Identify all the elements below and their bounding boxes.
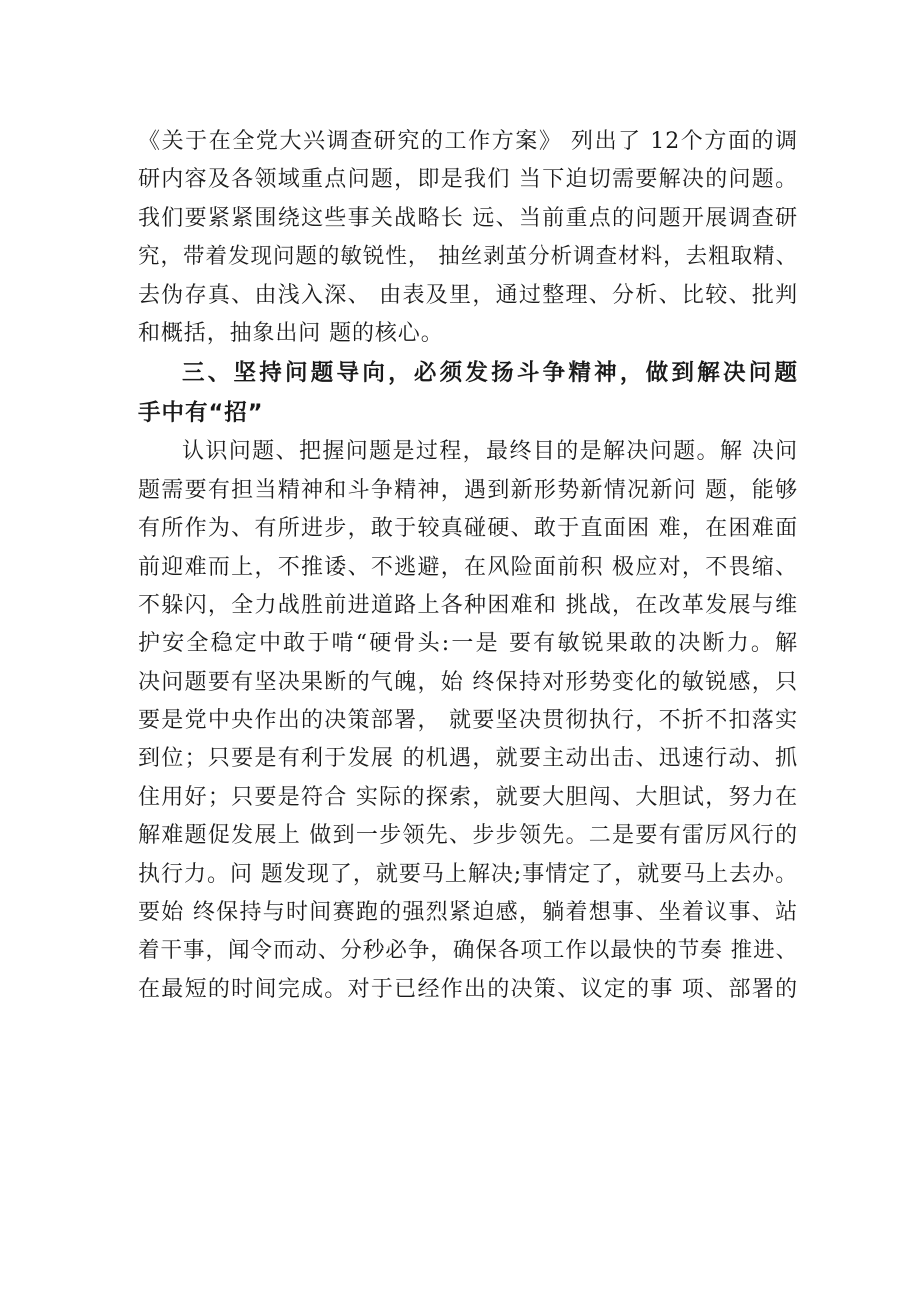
body-line: 究，带着发现问题的敏锐性， 抽丝剥茧分析调查材料，去粗取精、 xyxy=(138,244,798,270)
body-line: 要是党中央作出的决策部署， 就要坚决贯彻执行，不折不扣落实 xyxy=(138,708,798,734)
body-line: 在最短的时间完成。对于已经作出的决策、议定的事 项、部署的 xyxy=(138,976,798,1002)
document-body xyxy=(138,123,798,1009)
body-line: 执行力。问 题发现了，就要马上解决;事情定了，就要马上去办。 xyxy=(138,861,798,887)
body-line: 我们要紧紧围绕这些事关战略长 远、当前重点的问题开展调查研 xyxy=(138,205,798,231)
body-line: 决问题要有坚决果断的气魄，始 终保持对形势变化的敏锐感，只 xyxy=(138,669,798,695)
body-line: 到位；只要是有利于发展 的机遇，就要主动出击、迅速行动、抓 xyxy=(138,746,798,772)
body-line: 和概括，抽象出问 题的核心。 xyxy=(138,320,444,346)
body-line: 题需要有担当精神和斗争精神，遇到新形势新情况新问 题，能够 xyxy=(138,477,798,503)
body-line: 不躲闪，全力战胜前进道路上各种困难和 挑战，在改革发展与维 xyxy=(138,592,798,618)
body-line: 研内容及各领域重点问题，即是我们 当下迫切需要解决的问题。 xyxy=(138,167,798,193)
body-line: 要始 终保持与时间赛跑的强烈紧迫感，躺着想事、坐着议事、站 xyxy=(138,900,798,926)
body-line: 着干事，闻令而动、分秒必争，确保各项工作以最快的节奏 推进、 xyxy=(138,938,798,964)
body-line: 《关于在全党大兴调查研究的工作方案》 列出了 12个方面的调 xyxy=(138,129,798,154)
section-heading: 手中有“招” xyxy=(138,400,264,427)
body-line: 护安全稳定中敢于啃“硬骨头:一是 要有敏锐果敢的决断力。解 xyxy=(138,631,798,657)
body-line: 认识问题、把握问题是过程，最终目的是解决问题。解 决问 xyxy=(182,439,798,465)
body-line: 住用好；只要是符合 实际的探索，就要大胆闯、大胆试，努力在 xyxy=(138,784,798,810)
body-line: 前迎难而上，不推诿、不逃避，在风险面前积 极应对，不畏缩、 xyxy=(138,554,798,580)
body-line: 有所作为、有所进步，敢于较真碰硬、敢于直面困 难，在困难面 xyxy=(138,516,798,542)
section-heading: 三、坚持问题导向，必须发扬斗争精神，做到解决问题 xyxy=(182,360,798,387)
body-line: 去伪存真、由浅入深、 由表及里，通过整理、分析、比较、批判 xyxy=(138,282,798,308)
body-line: 解难题促发展上 做到一步领先、步步领先。二是要有雷厉风行的 xyxy=(138,823,798,849)
